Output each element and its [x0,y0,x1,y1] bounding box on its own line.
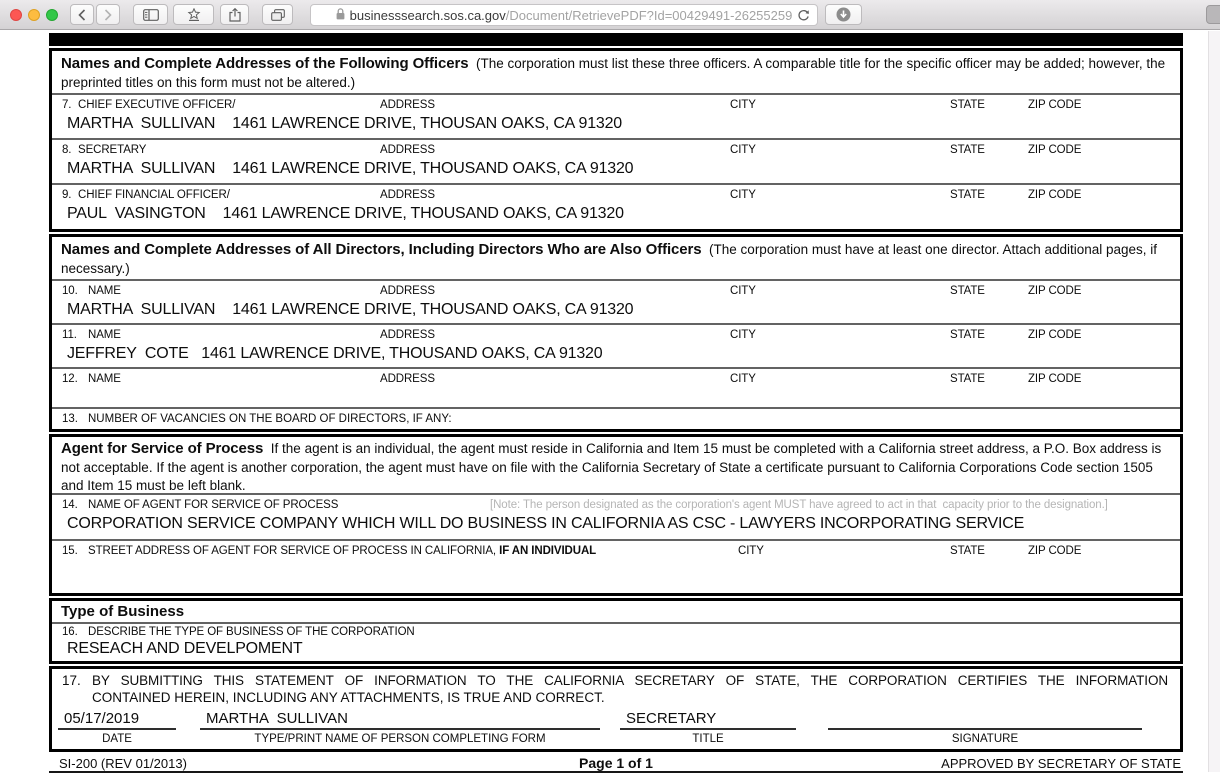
title-value: SECRETARY [620,710,796,730]
row-item-9 [52,185,1180,227]
col-state: STATE [950,285,985,297]
section-agent-header [52,437,1180,493]
date-label: DATE [102,733,132,745]
share-button[interactable] [220,4,249,25]
col-zip: ZIP CODE [1028,373,1082,385]
col-state: STATE [950,545,985,557]
signature-field [828,710,1142,745]
previous-section-edge [49,33,1183,46]
item-label: SECRETARY [78,144,147,156]
name-field [200,710,600,745]
form-number: SI-200 (REV 01/2013) [59,756,187,771]
item-label: NUMBER OF VACANCIES ON THE BOARD OF DIRECTORS, IF ANY: [88,413,452,425]
section-directors-header [52,237,1180,279]
item-number: 7. [62,99,72,111]
col-zip: ZIP CODE [1028,329,1082,341]
col-state: STATE [950,189,985,201]
favorites-button[interactable] [173,4,214,25]
col-address: ADDRESS [380,144,435,156]
col-zip: ZIP CODE [1028,189,1082,201]
date-field [58,710,176,745]
col-city: CITY [730,189,756,201]
section-agent [49,434,1183,596]
tab-overview-button[interactable] [262,4,293,25]
share-icon [229,8,241,22]
row-item-11 [52,325,1180,367]
section-officers-desc: (The corporation must list these three officers. A comparable title for the specific officer may be added; however, the preprinted titles on this form must not be altered.) [61,56,1166,90]
section-directors-desc: (The corporation must have at least one director. Attach additional pages, if necessary.) [61,242,1158,276]
item-number: 9. [62,189,72,201]
item-label: DESCRIBE THE TYPE OF BUSINESS OF THE CORPORATION [88,626,415,638]
item-number: 12. [62,373,78,385]
item-number: 8. [62,144,72,156]
section-agent-desc: If the agent is an individual, the agent must reside in California and Item 15 must be completed with a California street address, a P.O. Box address is not acceptable. If the agent is another corporation, the agent must have on file with the California Secretary of State a certificate pursuant to California Corporations Code section 1505 and Item 15 must be left blank. [61,441,1162,493]
row-item-14 [52,495,1180,539]
col-city: CITY [730,99,756,111]
col-city: CITY [730,144,756,156]
item-value: MARTHA SULLIVAN 1461 LAWRENCE DRIVE, THOUSAN OAKS, CA 91320 [67,115,623,132]
item-number: 14. [62,499,78,511]
item-number: 13. [62,413,78,425]
col-city: CITY [730,285,756,297]
row-item-7 [52,95,1180,138]
item-number: 17. [62,673,81,688]
name-value: MARTHA SULLIVAN [200,710,600,730]
row-item-17 [52,672,1180,689]
certify-text-line2: CONTAINED HEREIN, INCLUDING ANY ATTACHMENTS, IS TRUE AND CORRECT. [92,690,605,705]
tabs-icon [271,9,285,21]
section-certification [49,666,1183,752]
si200-form [49,33,1183,773]
col-state: STATE [950,373,985,385]
item-label: CHIEF EXECUTIVE OFFICER/ [78,99,236,111]
item-value: MARTHA SULLIVAN 1461 LAWRENCE DRIVE, THOUSAND OAKS, CA 91320 [67,160,634,177]
zoom-window-button[interactable] [46,9,58,21]
section-business-title: Type of Business [61,603,185,620]
item-value: CORPORATION SERVICE COMPANY WHICH WILL DO BUSINESS IN CALIFORNIA AS CSC - LAWYERS INCORPORATING SERVICE [67,515,1025,532]
row-item-16 [52,624,1180,660]
section-officers [49,48,1183,232]
col-state: STATE [950,329,985,341]
vertical-scrollbar[interactable] [1208,31,1220,772]
col-zip: ZIP CODE [1028,99,1082,111]
approved-by: APPROVED BY SECRETARY OF STATE [941,756,1181,771]
col-state: STATE [950,99,985,111]
item-label-bold: IF AN INDIVIDUAL [499,545,597,557]
section-directors-title: Names and Complete Addresses of All Directors, Including Directors Who are Also Officers [61,241,702,258]
item-label: NAME OF AGENT FOR SERVICE OF PROCESS [88,499,339,511]
item-label: NAME [88,373,121,385]
name-label: TYPE/PRINT NAME OF PERSON COMPLETING FORM [254,733,546,745]
item-label: CHIEF FINANCIAL OFFICER/ [78,189,230,201]
form-footer [49,754,1183,773]
lock-icon [336,8,345,23]
signature-value [828,710,1142,730]
downloads-button[interactable] [825,4,862,25]
page-indicator: Page 1 of 1 [579,755,653,771]
col-address: ADDRESS [380,189,435,201]
download-icon [836,7,851,22]
date-value: 05/17/2019 [58,710,176,730]
col-zip: ZIP CODE [1028,144,1082,156]
item-value: MARTHA SULLIVAN 1461 LAWRENCE DRIVE, THOUSAND OAKS, CA 91320 [67,301,634,318]
row-item-15 [52,541,1180,591]
agent-designation-note: [Note: The person designated as the corporation's agent MUST have agreed to act in that capacity prior to the designation.] [490,499,1108,511]
item-value: PAUL VASINGTON 1461 LAWRENCE DRIVE, THOUSAND OAKS, CA 91320 [67,205,624,222]
pdf-viewport [0,31,1208,772]
url-path: /Document/RetrievePDF?Id=00429491-26255259 [505,7,793,23]
chevron-right-icon [104,9,112,21]
col-city: CITY [730,329,756,341]
col-city: CITY [730,373,756,385]
item-label: NAME [88,285,121,297]
col-city: CITY [738,545,764,557]
item-number: 11. [62,329,77,341]
section-directors [49,234,1183,432]
back-button[interactable] [70,4,94,25]
row-item-10 [52,281,1180,323]
item-value: JEFFREY COTE 1461 LAWRENCE DRIVE, THOUSAND OAKS, CA 91320 [67,345,603,362]
col-state: STATE [950,144,985,156]
section-agent-title: Agent for Service of Process [61,440,264,457]
signature-row [52,710,1180,752]
col-zip: ZIP CODE [1028,285,1082,297]
forward-button[interactable] [96,4,120,25]
chevron-left-icon [78,9,86,21]
star-underline-icon [187,8,201,21]
close-window-button[interactable] [10,9,22,21]
item-number: 16. [62,626,78,638]
clipped-toolbar-button[interactable] [1206,5,1220,24]
section-officers-title: Names and Complete Addresses of the Following Officers [61,55,469,72]
item-value: RESEACH AND DEVELPOMENT [67,640,303,657]
sidebar-button[interactable] [133,4,168,25]
item-number: 10. [62,285,78,297]
minimize-window-button[interactable] [28,9,40,21]
certify-text-line1: BY SUBMITTING THIS STATEMENT OF INFORMATION TO THE CALIFORNIA SECRETARY OF STATE, THE CORPORATION CERTIFIES THE INFORMATION [92,673,1168,688]
col-address: ADDRESS [380,99,435,111]
col-address: ADDRESS [380,373,435,385]
signature-label: SIGNATURE [951,733,1019,745]
address-bar[interactable] [310,4,818,26]
section-business [49,598,1183,664]
sidebar-icon [143,9,159,21]
col-address: ADDRESS [380,329,435,341]
row-item-8 [52,140,1180,183]
col-address: ADDRESS [380,285,435,297]
item-label: STREET ADDRESS OF AGENT FOR SERVICE OF PROCESS IN CALIFORNIA, [88,545,500,557]
title-field [620,710,796,745]
item-label: NAME [88,329,121,341]
row-item-12 [52,369,1180,407]
title-label: TITLE [692,733,724,745]
url-host: businesssearch.sos.ca.gov [349,7,506,23]
row-item-13 [52,409,1180,429]
section-officers-header [52,51,1180,93]
col-zip: ZIP CODE [1028,545,1082,557]
browser-toolbar [0,0,1220,30]
item-number: 15. [62,545,78,557]
reload-button[interactable] [797,9,810,25]
